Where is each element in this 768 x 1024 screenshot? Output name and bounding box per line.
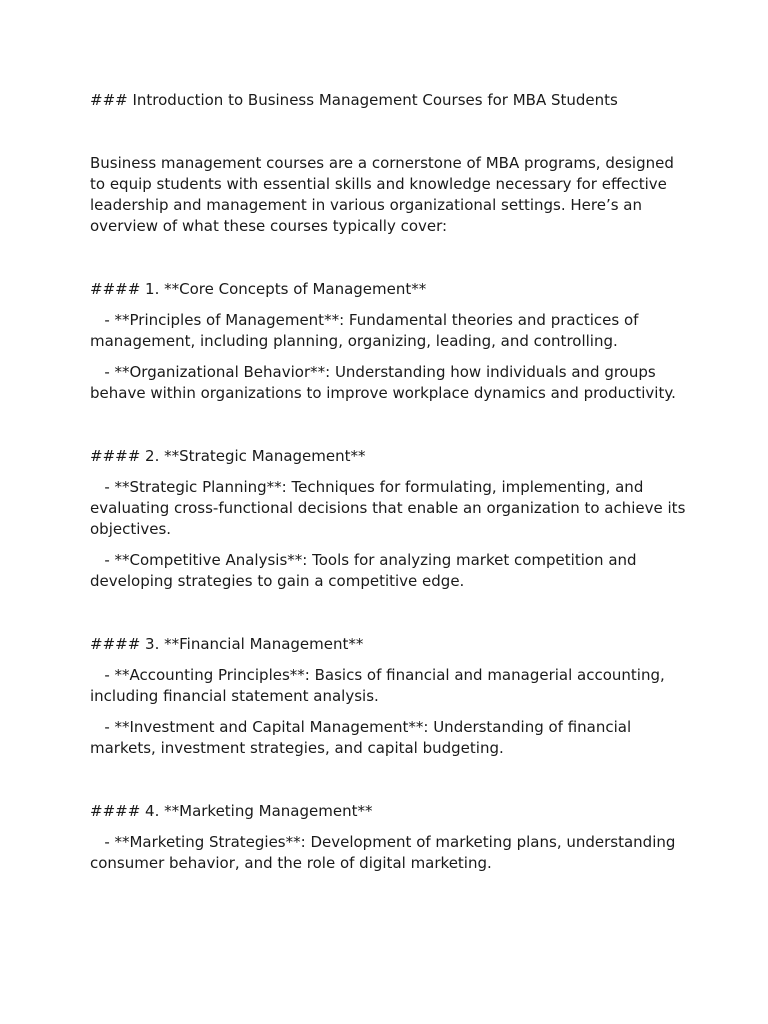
list-item: - **Marketing Strategies**: Development of marketing plans, understanding consumer behavior, and the role of digital marketing.	[90, 833, 681, 872]
section-strategic-management	[90, 446, 690, 592]
list-item: - **Competitive Analysis**: Tools for analyzing market competition and developing strategies to gain a competitive edge.	[90, 551, 642, 590]
section-financial-management	[90, 634, 690, 759]
list-item: - **Principles of Management**: Fundamental theories and practices of management, including planning, organizing, leading, and controlling.	[90, 311, 644, 350]
intro-paragraph: Business management courses are a cornerstone of MBA programs, designed to equip students with essential skills and knowledge necessary for effective leadership and management in various organizational settings. Here’s an overview of what these courses typically cover:	[90, 154, 679, 235]
document-title: ### Introduction to Business Management Courses for MBA Students	[90, 91, 618, 109]
list-item: - **Strategic Planning**: Techniques for formulating, implementing, and evaluating cross-functional decisions that enable an organization to achieve its objectives.	[90, 478, 691, 538]
section-core-concepts	[90, 279, 690, 404]
section-heading: #### 1. **Core Concepts of Management**	[90, 280, 427, 298]
list-item: - **Accounting Principles**: Basics of financial and managerial accounting, including financial statement analysis.	[90, 666, 670, 705]
section-heading: #### 2. **Strategic Management**	[90, 447, 366, 465]
document-page	[90, 90, 690, 874]
section-marketing-management	[90, 801, 690, 874]
section-heading: #### 4. **Marketing Management**	[90, 802, 373, 820]
section-heading: #### 3. **Financial Management**	[90, 635, 364, 653]
list-item: - **Organizational Behavior**: Understanding how individuals and groups behave within organizations to improve workplace dynamics and productivity.	[90, 363, 676, 402]
list-item: - **Investment and Capital Management**: Understanding of financial markets, investment strategies, and capital budgeting.	[90, 718, 636, 757]
